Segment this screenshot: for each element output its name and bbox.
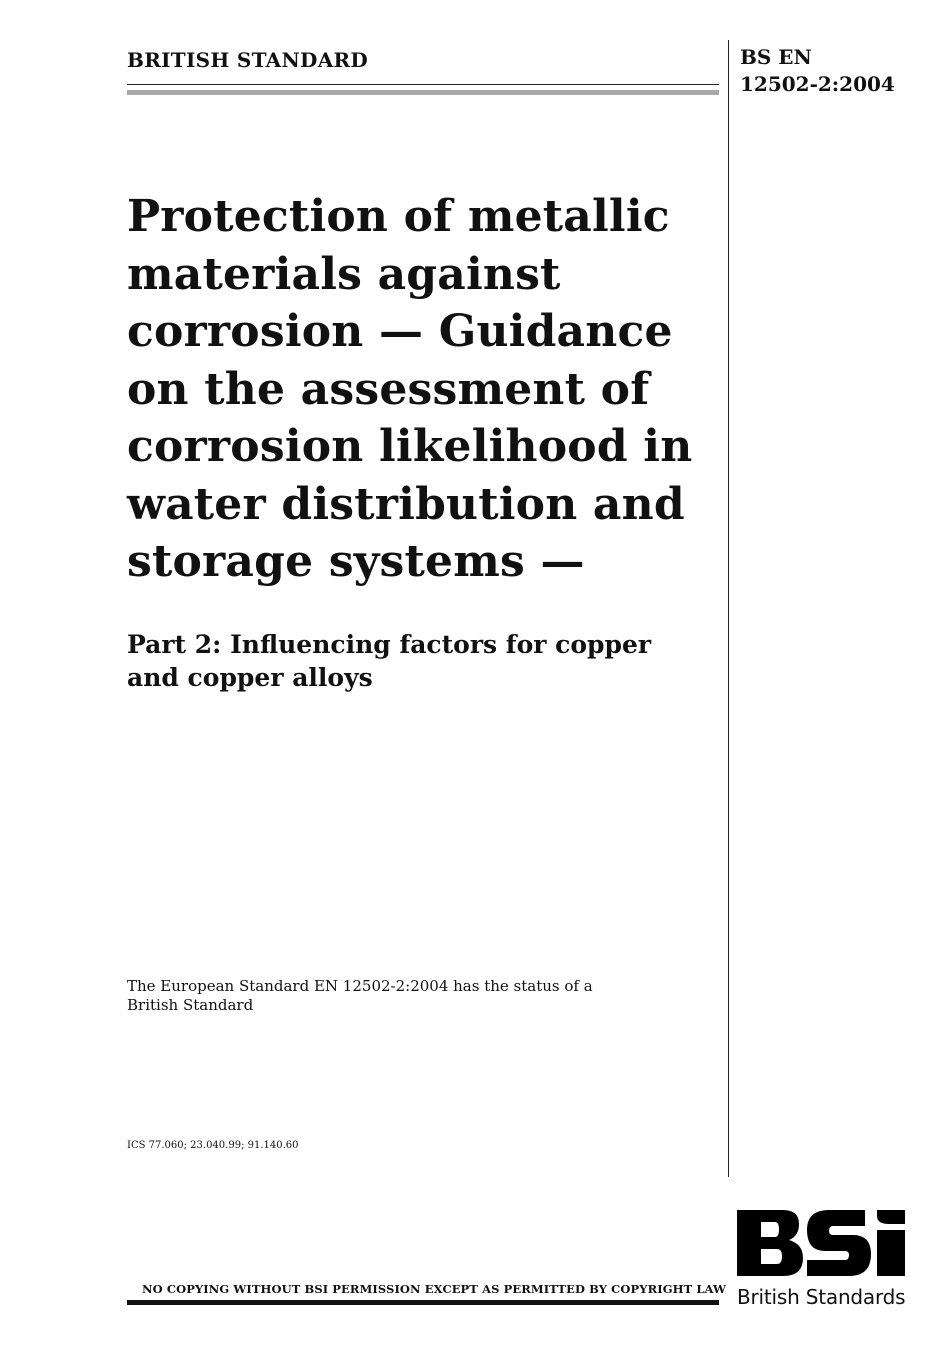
copyright-notice: NO COPYING WITHOUT BSI PERMISSION EXCEPT AS PERMITTED BY COPYRIGHT LAW [142,1282,727,1296]
bsi-logo-letter-i-stem [877,1230,905,1276]
ics-codes: ICS 77.060; 23.040.99; 91.140.60 [127,1140,299,1151]
footer-rule [127,1300,719,1305]
bsi-logo-caption: British Standards [737,1285,906,1309]
bsi-logo-icon [737,1210,905,1276]
bsi-logo-letter-s [807,1210,871,1276]
column-divider [728,40,729,1177]
header-rule-thick [127,90,719,95]
document-part-title: Part 2: Influencing factors for copper and copper alloys [127,630,652,692]
header-rule-thin [127,84,719,85]
standard-number: BS EN 12502-2:2004 [740,45,895,96]
document-title: Protection of metallic materials against corrosion — Guidance on the assessment of corrosion likelihood in water distribution and storage systems — [127,191,693,587]
document-type-label: BRITISH STANDARD [127,48,369,72]
bsi-logo-letter-i-dot [877,1210,905,1224]
bsi-logo-letter-b [737,1210,803,1276]
status-note: The European Standard EN 12502-2:2004 has the status of a British Standard [127,977,593,1014]
